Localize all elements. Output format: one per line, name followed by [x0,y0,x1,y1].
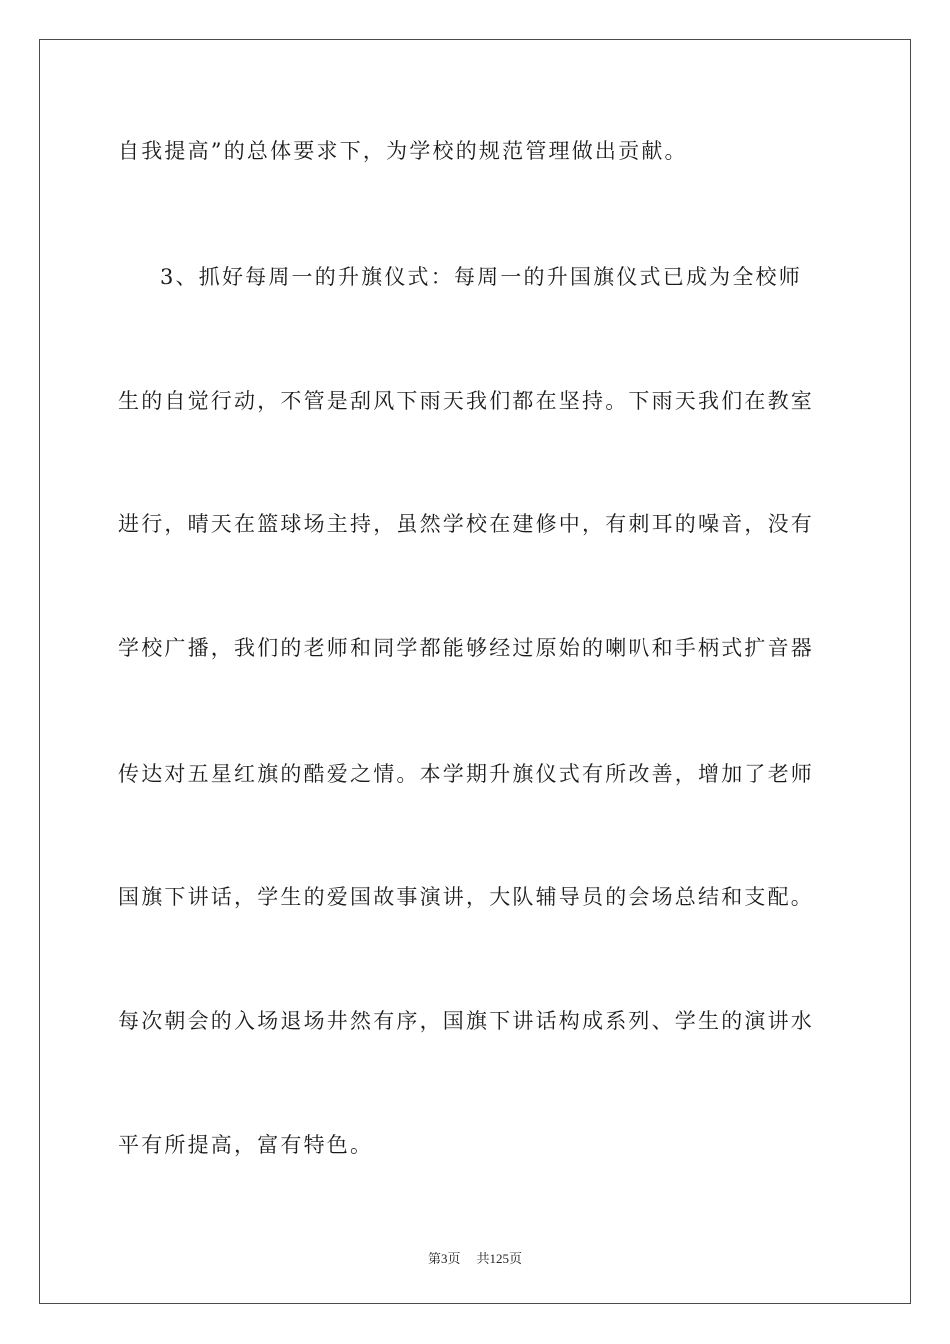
paragraph-line: 国旗下讲话，学生的爱国故事演讲，大队辅导员的会场总结和支配。 [118,885,814,909]
paragraph-line: 每次朝会的入场退场井然有序，国旗下讲话构成系列、学生的演讲水 [118,1009,814,1033]
paragraph-line: 自我提高”的总体要求下，为学校的规范管理做出贡献。 [118,139,688,163]
paragraph-line: 进行，晴天在篮球场主持，虽然学校在建修中，有刺耳的噪音，没有 [118,512,814,536]
paragraph-line: 生的自觉行动，不管是刮风下雨天我们都在坚持。下雨天我们在教室 [118,389,814,413]
paragraph-line: 传达对五星红旗的酷爱之情。本学期升旗仪式有所改善，增加了老师 [118,762,814,786]
page-border [39,39,911,1304]
page-footer [0,1248,950,1267]
page-total: 共125页 [476,1251,523,1266]
page-number: 第3页 [427,1251,461,1266]
paragraph-line: 3、抓好每周一的升旗仪式：每周一的升国旗仪式已成为全校师 [160,265,802,289]
paragraph-line: 学校广播，我们的老师和同学都能够经过原始的喇叭和手柄式扩音器 [118,636,814,660]
paragraph-line: 平有所提高，富有特色。 [118,1133,374,1157]
